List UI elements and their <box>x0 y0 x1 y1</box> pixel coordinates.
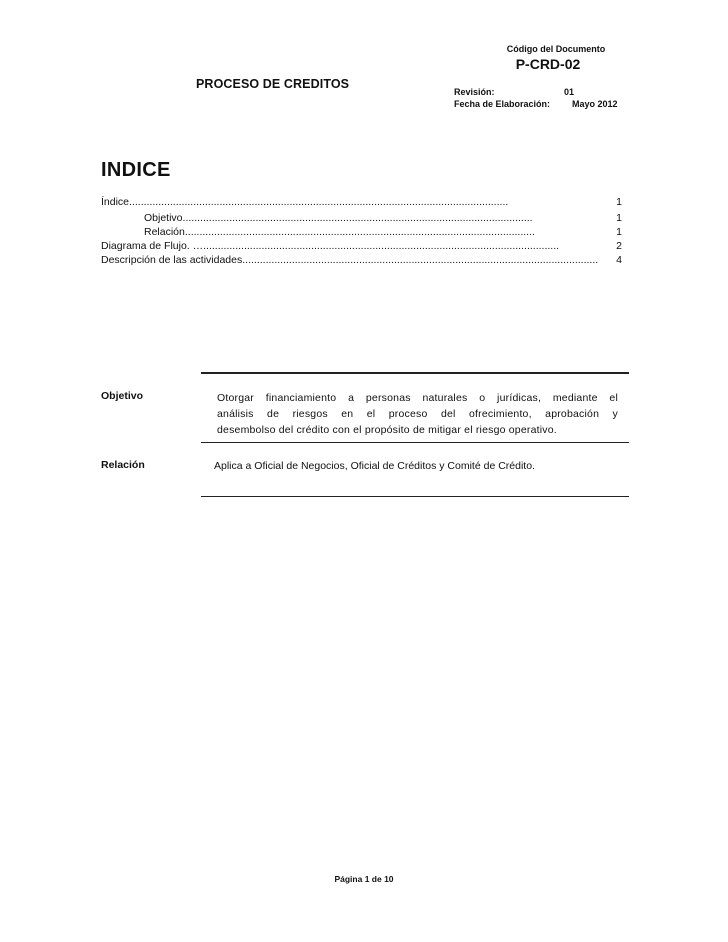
date-value: Mayo 2012 <box>572 99 618 109</box>
toc-entry-label: Diagrama de Flujo. ….......................................................................................................................... <box>101 240 560 252</box>
toc-entry-page: 4 <box>616 254 622 266</box>
toc-entry-label: Relación........................................................................................................................ <box>144 226 535 238</box>
page-number: Página 1 de 10 <box>334 874 394 884</box>
toc-entry-label: Descripción de las actividades.......................................................................................................................... <box>101 254 599 266</box>
toc-entry-relacion[interactable] <box>101 226 626 240</box>
toc-entry-page: 1 <box>616 226 622 238</box>
revision-label: Revisión: <box>454 87 495 97</box>
document-code-label: Código del Documento <box>506 44 606 54</box>
document-title: PROCESO DE CREDITOS <box>196 77 350 91</box>
relacion-label: Relación <box>101 459 145 471</box>
section-divider <box>201 372 629 374</box>
objetivo-text <box>217 390 618 438</box>
revision-value: 01 <box>564 87 575 97</box>
toc-entry-objetivo[interactable] <box>101 212 626 226</box>
index-heading: INDICE <box>101 159 171 181</box>
toc-entry-diagrama[interactable] <box>101 240 626 254</box>
toc-entry-label: Índice.................................................................................................................................. <box>101 196 509 208</box>
objetivo-line: Otorgar financiamiento a personas naturales o jurídicas, mediante el <box>217 392 618 404</box>
toc-entry-label: Objetivo........................................................................................................................ <box>144 212 533 224</box>
section-divider <box>201 442 629 443</box>
objetivo-line: desembolso del crédito con el propósito de mitigar el riesgo operativo. <box>217 424 557 436</box>
section-divider <box>201 496 629 497</box>
date-label: Fecha de Elaboración: <box>454 99 551 109</box>
toc-entry-descripcion[interactable] <box>101 254 626 268</box>
document-code: P-CRD-02 <box>515 56 581 72</box>
objetivo-label: Objetivo <box>101 390 144 402</box>
objetivo-line: análisis de riesgos en el proceso del ofrecimiento, aprobación y <box>217 408 618 420</box>
toc-entry-indice[interactable] <box>101 196 626 210</box>
toc-entry-page: 1 <box>616 212 622 224</box>
relacion-text: Aplica a Oficial de Negocios, Oficial de Créditos y Comité de Crédito. <box>214 460 535 472</box>
toc-entry-page: 2 <box>616 240 622 252</box>
toc-entry-page: 1 <box>616 196 622 208</box>
